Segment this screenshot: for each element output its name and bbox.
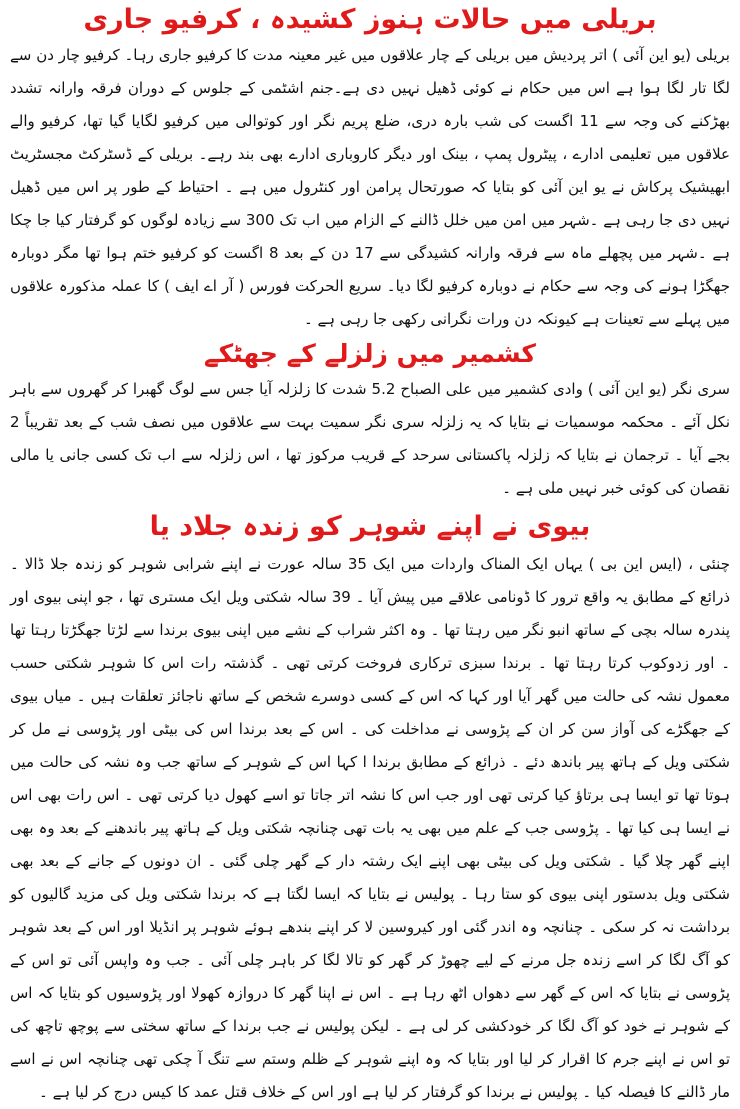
- article-bareilly-curfew: [8, 4, 732, 336]
- headline-wife-burns-husband: بیوی نے اپنے شوہر کو زندہ جلاد یا: [149, 510, 591, 542]
- article-body-bareilly-curfew: بریلی (یو این آئی ) اتر پردیش میں بریلی کے چار علاقوں میں غیر معینہ مدت کا کرفیو جاری رہا۔ کرفیو چار دن سے لگا تار لگا ہوا ہے اس میں حکام نے کوئی ڈھیل نہیں دی ہے۔جنم اشٹمی کے جلوس کے دوران فرقہ وارانہ تشدد بھڑکنے کی وجہ سے 11 اگست کی شب بارہ دری، ضلع پریم نگر اور کوتوالی میں کرفیو لگایا گیا تھا، کرفیو والے علاقوں میں تعلیمی ادارے ، پیٹرول پمپ ، بینک اور دیگر کاروباری ادارے بھی بند رہے۔ بریلی کے ڈسٹرکٹ مجسٹریٹ ابھیشیک پرکاش نے یو این آئی کو بتایا کہ صورتحال پرامن اور کنٹرول میں ہے ۔ احتیاط کے طور پر اس میں ڈھیل نہیں دی جا رہی ہے ۔شہر میں امن میں خلل ڈالنے کے الزام میں اب تک 300 سے زیادہ لوگوں کو گرفتار کیا جا چکا ہے ۔شہر میں پچھلے ماہ سے فرقہ وارانہ کشیدگی سے 17 دن کے بعد 8 اگست کو کرفیو ختم ہوا تھا مگر دوبارہ جھگڑا ہونے کی وجہ سے حکام نے دوبارہ کرفیو لگا دیا۔ سریع الحرکت فورس ( آر اے ایف ) کا عملہ مذکورہ علاقوں میں پہلے سے تعینات ہے کیونکہ دن ورات نگرانی رکھی جا رہی ہے ۔: [10, 46, 731, 329]
- headline-bareilly-curfew: بریلی میں حالات ہنوز کشیدہ ، کرفیو جاری: [83, 4, 657, 35]
- article-wife-burns-husband: [8, 511, 732, 1109]
- article-kashmir-earthquake: [8, 340, 732, 505]
- headline-kashmir-earthquake: کشمیر میں زلزلے کے جھٹکے: [204, 339, 536, 369]
- article-body-wife-burns-husband: چنئی ، (ایس این بی ) یہاں ایک المناک واردات میں ایک 35 سالہ عورت نے اپنے شرابی شوہر کو زندہ جلا ڈالا ۔ ذرائع کے مطابق یہ واقع ترور کا ڈونامی علاقے میں پیش آیا ۔ 39 سالہ شکتی ویل ایک مستری تھا ، جو اپنی بیوی اور پندرہ سالہ بچی کے ساتھ انبو نگر میں رہتا تھا ۔ وہ اکثر شراب کے نشے میں اپنی بیوی برندا سے لڑتا جھگڑتا رہتا تھا ۔ اور زدوکوب کرتا رہتا تھا ۔ برندا سبزی ترکاری فروخت کرتی تھی ۔ گذشتہ رات اس کا شوہر شکتی حسب معمول نشہ کی حالت میں گھر آیا اور کہا کہ اس کے کسی دوسرے شخص کے ساتھ ناجائز تعلقات ہیں ۔ میاں بیوی کے جھگڑے کی آواز سن کر ان کے پڑوسی نے مداخلت کی ۔ اس کے بعد برندا اس کی بیٹی اور پڑوسی نے مل کر شکتی ویل کے ہاتھ پیر باندھ دئے ۔ ذرائع کے مطابق برندا ا کہا اس کے شوہر کے ساتھ جب وہ نشہ کی حالت میں ہوتا تھا تو ایسا ہی برتاؤ کیا کرتی تھی اور جب اس کا نشہ اتر جاتا تو اسے کھول دیا کرتی تھی ۔ اس رات بھی اس نے ایسا ہی کیا تھا ۔ پڑوسی جب کے علم میں بھی یہ بات تھی چنانچہ شکتی ویل کے ہاتھ پیر باندھنے کے بعد وہ بھی اپنے گھر چلا گیا ۔ شکتی ویل کی بیٹی بھی اپنے ایک رشتہ دار کے گھر چلی گئی ۔ ان دونوں کے جانے کے بعد بھی شکتی ویل بدستور اپنی بیوی کو ستا رہا ۔ پولیس نے بتایا کہ ایسا لگتا ہے کہ برندا شکتی ویل کی مزید گالیوں کو برداشت نہ کر سکی ۔ چنانچہ وہ اندر گئی اور کیروسین لا کر اپنے بندھے ہوئے شوہر پر انڈیلا اور اس کے بعد شوہر کو آگ لگا کر اسے زندہ جل مرنے کے لیے چھوڑ کر گھر کو تالا لگا کر باہر چلی آئی ۔ جب وہ واپس آئی تو اس کے پڑوسی نے بتایا کہ اس کے گھر سے دھواں اٹھ رہا ہے ۔ اس نے اپنا گھر کا دروازہ کھولا اور پڑوسیوں کو بتایا کہ اس کے شوہر نے خود کو آگ لگا کر خودکشی کر لی ہے ۔ لیکن پولیس نے جب برندا کے ساتھ سختی سے پوچھ تاچھ کی تو اس نے اپنے جرم کا اقرار کر لیا اور بتایا کہ وہ اپنے شوہر کے ظلم وستم سے تنگ آ چکی تھی چنانچہ اس نے اسے مار ڈالنے کا فیصلہ کیا ۔ پولیس نے برندا کو گرفتار کر لیا ہے اور اس کے خلاف قتل عمد کا کیس درج کر لیا ہے ۔: [10, 554, 731, 1101]
- article-body-kashmir-earthquake: سری نگر (یو این آئی ) وادی کشمیر میں علی الصباح 5.2 شدت کا زلزلہ آیا جس سے لوگ گھبرا کر گھروں سے باہر نکل آئے ۔ محکمہ موسمیات نے بتایا کہ یہ زلزلہ سری نگر سمیت بہت سے علاقوں میں نصف شب کے بعد تقریباً 2 بجے آیا ۔ ترجمان نے بتایا کہ زلزلہ پاکستانی سرحد کے قریب مرکوز تھا ، اس زلزلہ سے اب تک کسی جانی یا مالی نقصان کی کوئی خبر نہیں ملی ہے ۔: [10, 379, 730, 497]
